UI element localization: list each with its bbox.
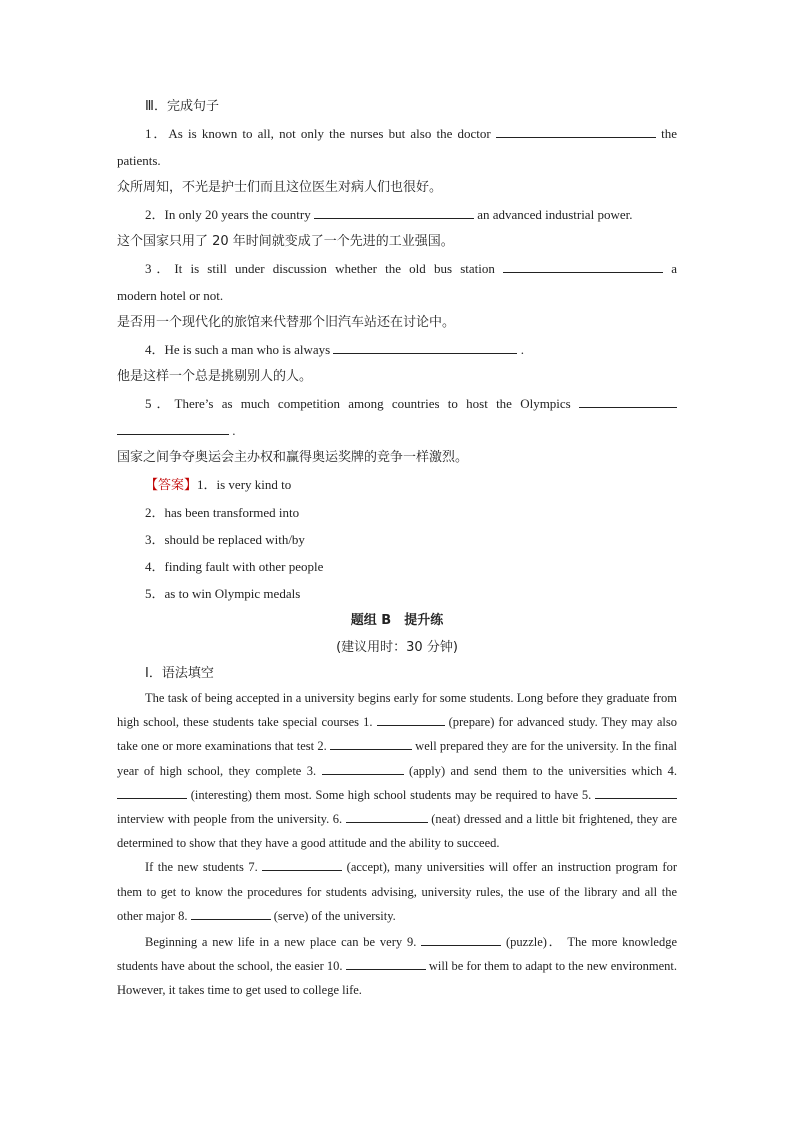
answer-5: 5．as to win Olympic medals — [145, 586, 301, 601]
group-b-subtitle: (建议用时：30 分钟) — [336, 640, 458, 655]
paragraph-3 — [117, 930, 677, 1003]
answer-tag: 【答案】 — [145, 478, 198, 493]
question-4 — [117, 336, 677, 363]
answer-blank[interactable] — [496, 125, 656, 138]
paragraph-text: (apply) and send them to the universities which 4. — [409, 763, 678, 778]
paragraph-text: Beginning a new life in a new place can be very 9. — [145, 935, 417, 950]
question-number: 2． — [145, 207, 165, 222]
paragraph-text: (neat) dressed and a little bit frightened, they are determined to show that they have a good attitude and the ability to succeed. — [117, 812, 678, 851]
blank-8[interactable] — [191, 908, 271, 920]
answer-blank[interactable] — [503, 260, 663, 273]
question-2 — [117, 201, 677, 228]
blank-10[interactable] — [346, 958, 426, 970]
blank-7[interactable] — [262, 859, 342, 871]
question-1-translation: 众所周知，不光是护士们而且这位医生对病人们也很好。 — [117, 180, 443, 195]
paragraph-text: (interesting) them most. Some high school students may be required to have 5. — [190, 787, 592, 802]
question-text: . — [232, 423, 236, 438]
question-1-wrap: patients. — [117, 153, 161, 168]
blank-3[interactable] — [322, 763, 404, 775]
paragraph-text: (puzzle)． The more knowledge students have about the school, the easier 10. — [117, 935, 678, 974]
document-page — [117, 93, 677, 1003]
paragraph-text: will be for them to adapt to the new environment. However, it takes time to get used to college life. — [117, 959, 678, 998]
answer-1 — [117, 471, 677, 499]
blank-1[interactable] — [377, 714, 445, 726]
paragraph-text: (accept), many universities will offer an instruction program for them to get to know the procedures for students advising, university rules, the use of the library and all the other major 8. — [117, 860, 677, 923]
answer-blank[interactable] — [333, 341, 517, 354]
question-5-wrap — [117, 417, 677, 444]
question-text: the — [661, 126, 677, 141]
paragraph-text: The task of being accepted in a university begins early for some students. Long before they graduate from high school, these students take special courses 1. — [117, 691, 677, 730]
paragraph-text: interview with people from the university. 6. — [117, 812, 343, 827]
question-3-translation: 是否用一个现代化的旅馆来代替那个旧汽车站还在讨论中。 — [117, 315, 456, 330]
question-text: There’s as much competition among countries to host the Olympics — [174, 396, 571, 411]
answer-4: 4．finding fault with other people — [145, 559, 324, 574]
question-2-translation: 这个国家只用了 20 年时间就变成了一个先进的工业强国。 — [117, 234, 454, 249]
blank-9[interactable] — [421, 934, 501, 946]
blank-5[interactable] — [595, 787, 677, 799]
answer-blank[interactable] — [117, 422, 229, 435]
question-4-translation: 他是这样一个总是挑剔别人的人。 — [117, 369, 313, 384]
question-number: 4． — [145, 342, 165, 357]
question-5 — [117, 390, 677, 417]
question-number: 1． — [145, 126, 169, 141]
blank-4[interactable] — [117, 787, 187, 799]
question-1 — [117, 120, 677, 147]
group-b-title: 题组 B 提升练 — [350, 613, 444, 628]
question-text: As is known to all, not only the nurses but also the doctor — [168, 126, 491, 141]
answer-text: 1．is very kind to — [197, 477, 292, 492]
question-number: 3． — [145, 261, 175, 276]
question-number: 5． — [145, 396, 175, 411]
question-text: In only 20 years the country — [164, 207, 311, 222]
section-3-heading: Ⅲ．完成句子 — [145, 99, 219, 114]
question-text: a — [671, 261, 677, 276]
question-3 — [117, 255, 677, 282]
question-5-translation: 国家之间争夺奥运会主办权和赢得奥运奖牌的竞争一样激烈。 — [117, 450, 469, 465]
paragraph-text: (prepare) for advanced study. They may also take one or more examinations that test 2. — [117, 715, 678, 754]
paragraph-2 — [117, 855, 677, 928]
question-text: He is such a man who is always — [164, 342, 331, 357]
paragraph-text: well prepared they are for the university. In the final year of high school, they complete 3. — [117, 739, 678, 778]
paragraph-text: (serve) of the university. — [273, 908, 396, 923]
answer-blank[interactable] — [314, 206, 474, 219]
question-text: an advanced industrial power. — [477, 207, 633, 222]
answer-3: 3．should be replaced with/by — [145, 532, 305, 547]
answer-2: 2．has been transformed into — [145, 505, 300, 520]
question-text: . — [520, 342, 524, 357]
question-3-wrap: modern hotel or not. — [117, 288, 224, 303]
answer-blank[interactable] — [579, 395, 677, 408]
blank-6[interactable] — [346, 811, 428, 823]
blank-2[interactable] — [330, 738, 412, 750]
section-1-heading: Ⅰ．语法填空 — [145, 666, 214, 681]
paragraph-1 — [117, 686, 677, 855]
paragraph-text: If the new students 7. — [145, 860, 258, 875]
question-text: It is still under discussion whether the old bus station — [174, 261, 495, 276]
